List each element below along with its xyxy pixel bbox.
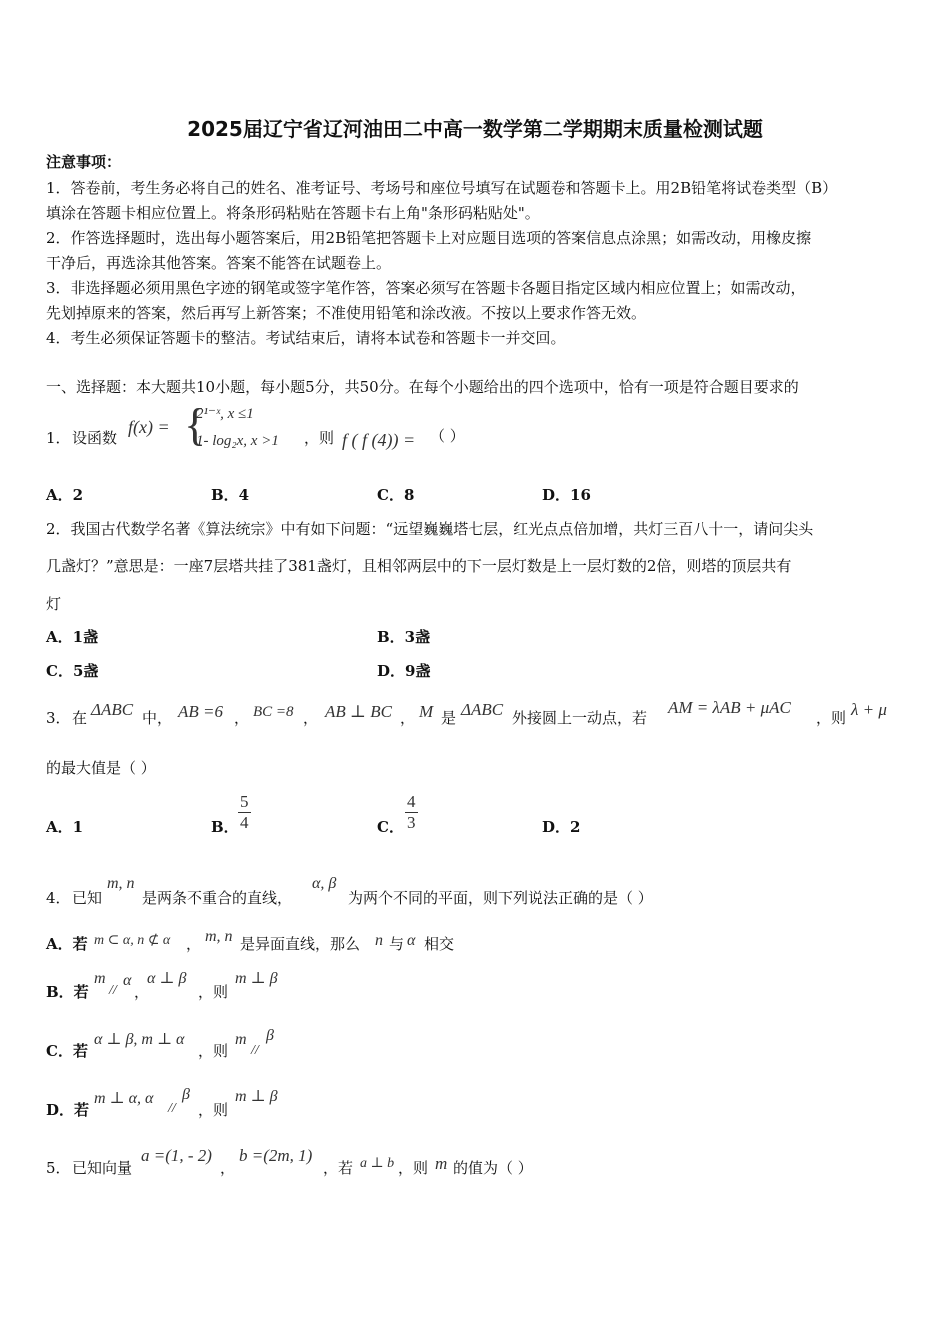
question-text: 是异面直线，那么 [240,935,361,953]
question-text: 已知向量 [72,1159,133,1177]
math-expression: BC =8 [253,704,294,720]
question-text: 的值为（ ） [453,1159,533,1177]
fraction [238,792,251,833]
option-c: C．若 [46,1042,88,1060]
math-expression: α, β [312,875,337,892]
math-expression: β [266,1027,274,1044]
question-text: ， [234,709,250,727]
question-number: 3． [46,709,71,727]
fraction-denominator: 3 [407,813,416,832]
question-text: 灯 [46,595,62,613]
fraction-denominator: 4 [240,813,249,832]
question-text: 外接圆上一动点，若 [512,709,648,727]
question-text: 与 [389,935,405,953]
answer-blank: （ ） [430,427,465,445]
question-number: 4． [46,889,71,907]
math-expression: α [407,932,416,949]
question-text: ， [134,983,150,1001]
question-number: 1． [46,429,71,447]
question-text: ， [186,935,202,953]
math-expression: m, n [205,928,233,945]
notice-line: 4．考生必须保证答题卡的整洁。考试结束后，请将本试卷和答题卡一并交回。 [46,329,566,347]
question-text: 几盏灯？”意思是：一座7层塔共挂了381盏灯，且相邻两层中的下一层灯数是上一层灯数的2倍，则塔的顶层共有 [46,557,792,575]
math-expression: ΔABC [91,700,134,719]
question-text: 为两个不同的平面，则下列说法正确的是（ ） [348,889,653,907]
option-d: D．2 [542,818,581,836]
option-b: B．若 [46,983,89,1001]
option-a: A．1盏 [46,628,99,646]
notice-line: 干净后，再选涂其他答案。答案不能答在试题卷上。 [46,254,392,272]
parallel-symbol: // [251,1043,259,1058]
notice-line: 1．答卷前，考生务必将自己的姓名、准考证号、考场号和座位号填写在试题卷和答题卡上。用2B铅笔将试卷类型（B） [46,179,838,197]
question-text: ，则 [198,1042,229,1060]
math-expression: λ + μ [851,700,887,719]
parallel-symbol: // [168,1101,176,1116]
option-d: D．16 [542,486,591,504]
question-text: ，则 [198,1101,229,1119]
math-expression: β [182,1086,190,1103]
question-text: 2．我国古代数学名著《算法统宗》中有如下问题：“远望巍巍塔七层，红光点点倍加增，共灯三百八十一，请问尖头 [46,520,814,538]
question-text: ， [303,709,319,727]
piecewise-case: 1- log₂x, x >1 [196,433,279,449]
math-expression: α ⊥ β, m ⊥ α [94,1031,185,1048]
math-expression: m ⊥ β [235,1088,278,1105]
question-text: ，则 [198,983,229,1001]
option-b: B．4 [211,486,250,504]
math-expression: m, n [107,875,135,892]
option-a: A．1 [46,818,84,836]
question-text: ， [220,1159,236,1177]
math-expression: f ( f (4)) = [342,430,416,450]
question-text: 的最大值是（ ） [46,759,156,777]
question-text: 是 [441,709,457,727]
math-expression: α ⊥ β [147,970,187,987]
math-expression: a =(1, - 2) [141,1146,212,1165]
option-a: A．2 [46,486,84,504]
question-number: 5． [46,1159,71,1177]
math-expression: n [375,932,383,949]
notice-line: 2．作答选择题时，选出每小题答案后，用2B铅笔把答题卡上对应题目选项的答案信息点涂黑；如需改动，用橡皮擦 [46,229,812,247]
option-c: C．8 [377,486,415,504]
math-expression: m [94,970,106,987]
notice-line: 先划掉原来的答案，然后再写上新答案；不准使用铅笔和涂改液。不按以上要求作答无效。 [46,304,647,322]
fraction-numerator: 5 [240,792,249,811]
math-expression: m [435,1154,448,1173]
math-expression: m [235,1031,247,1048]
math-expression: m ⊂ α, n ⊄ α [94,933,171,948]
question-text: ，则 [398,1159,429,1177]
option-c: C．5盏 [46,662,99,680]
page-title: 2025届辽宁省辽河油田二中高一数学第二学期期末质量检测试题 [187,117,763,141]
math-expression: AB =6 [178,702,223,721]
question-text: ，则 [304,429,335,447]
piecewise-brace: { [184,399,207,450]
notice-line: 填涂在答题卡相应位置上。将条形码粘贴在答题卡右上角"条形码粘贴处"。 [46,204,540,222]
question-text: 已知 [72,889,103,907]
question-text: 中， [142,709,173,727]
math-expression: m ⊥ α, α [94,1090,154,1107]
question-text: 相交 [424,935,455,953]
question-text: ，若 [323,1159,354,1177]
fraction-numerator: 4 [407,792,416,811]
option-c: C． [377,818,404,836]
notice-heading: 注意事项： [46,153,122,171]
section-heading: 一、选择题：本大题共10小题，每小题5分，共50分。在每个小题给出的四个选项中，恰有一项是符合题目要求的 [46,378,799,396]
math-expression: α [123,972,132,989]
option-d: D．9盏 [377,662,431,680]
math-expression: b =(2m, 1) [239,1146,313,1165]
question-text: 设函数 [72,429,118,447]
math-expression: a ⊥ b [360,1156,395,1171]
math-expression: M [419,702,434,721]
function-name: f(x) = [128,417,170,437]
question-text: ， [400,709,416,727]
math-expression: ΔABC [461,700,504,719]
notice-line: 3．非选择题必须用黑色字迹的钢笔或签字笔作答，答案必须写在答题卡各题目指定区域内相应位置上；如需改动， [46,279,806,297]
question-text: 是两条不重合的直线， [142,889,293,907]
piecewise-case: 2¹⁻ˣ, x ≤1 [196,406,254,422]
math-expression: AB ⊥ BC [325,702,392,721]
question-text: 在 [72,709,88,727]
option-b: B．3盏 [377,628,431,646]
option-a: A．若 [46,935,88,953]
fraction [405,792,418,833]
option-b: B． [211,818,239,836]
math-expression: m ⊥ β [235,970,278,987]
math-expression: AM = λAB + μAC [668,698,791,717]
parallel-symbol: // [109,983,117,998]
option-d: D．若 [46,1101,90,1119]
question-text: ，则 [816,709,847,727]
